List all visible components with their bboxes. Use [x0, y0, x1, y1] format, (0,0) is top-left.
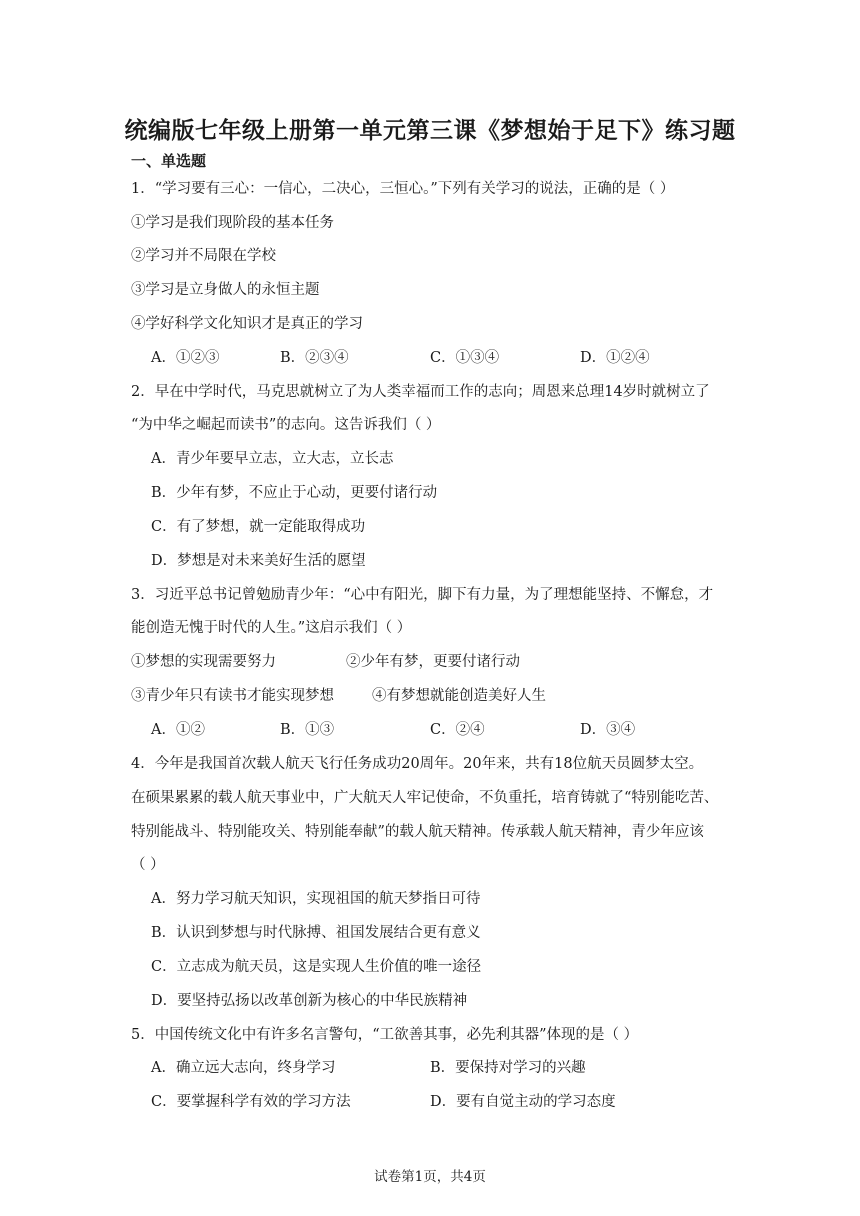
question-3-item: ①梦想的实现需要努力	[131, 654, 276, 670]
question-1-item: ①学习是我们现阶段的基本任务	[131, 215, 334, 231]
page-title: 统编版七年级上册第一单元第三课《梦想始于足下》练习题	[124, 117, 736, 144]
question-1-item: ②学习并不局限在学校	[131, 248, 276, 264]
question-2-stem-cont: “为中华之崛起而读书”的志向。这告诉我们（ ）	[131, 417, 441, 433]
question-3-option-a: A．①②	[151, 722, 205, 738]
question-2-option-d: D．梦想是对未来美好生活的愿望	[151, 553, 366, 569]
question-4-stem: 4．今年是我国首次载人航天飞行任务成功20周年。20年来，共有18位航天员圆梦太空。	[131, 756, 704, 772]
question-5-option-c: C．要掌握科学有效的学习方法	[151, 1094, 351, 1110]
question-1-stem: 1．“学习要有三心：一信心，二决心，三恒心。”下列有关学习的说法，正确的是（ ）	[131, 181, 675, 197]
question-1-option-a: A．①②③	[151, 350, 220, 366]
question-3-option-c: C．②④	[430, 722, 485, 738]
question-2-stem: 2．早在中学时代，马克思就树立了为人类幸福而工作的志向；周恩来总理14岁时就树立了	[131, 384, 710, 400]
section-heading: 一、单选题	[131, 152, 207, 170]
question-5-option-a: A．确立远大志向，终身学习	[151, 1060, 336, 1076]
question-4-stem-cont: 在硕果累累的载人航天事业中，广大航天人牢记使命，不负重托，培育铸就了“特别能吃苦、	[131, 790, 719, 806]
question-3-stem: 3．习近平总书记曾勉励青少年：“心中有阳光，脚下有力量，为了理想能坚持、不懈怠，才	[131, 587, 714, 603]
question-1-item: ③学习是立身做人的永恒主题	[131, 282, 320, 298]
question-3-option-d: D．③④	[580, 722, 636, 738]
question-2-option-c: C．有了梦想，就一定能取得成功	[151, 519, 366, 535]
question-5-option-b: B．要保持对学习的兴趣	[430, 1060, 586, 1076]
question-1-option-b: B．②③④	[280, 350, 349, 366]
question-1-option-d: D．①②④	[580, 350, 650, 366]
question-3-option-b: B．①③	[280, 722, 335, 738]
question-2-option-a: A．青少年要早立志，立大志，立长志	[151, 451, 394, 467]
question-4-option-a: A．努力学习航天知识，实现祖国的航天梦指日可待	[151, 891, 481, 907]
question-3-item: ②少年有梦，更要付诸行动	[346, 654, 520, 670]
question-4-option-d: D．要坚持弘扬以改革创新为核心的中华民族精神	[151, 993, 468, 1009]
question-1-item: ④学好科学文化知识才是真正的学习	[131, 316, 363, 332]
question-1-option-c: C．①③④	[430, 350, 500, 366]
question-4-stem-cont: （ ）	[131, 857, 165, 873]
question-4-stem-cont: 特别能战斗、特别能攻关、特别能奉献”的载人航天精神。传承载人航天精神，青少年应该	[131, 824, 704, 840]
question-2-option-b: B．少年有梦，不应止于心动，更要付诸行动	[151, 485, 438, 501]
question-3-item: ③青少年只有读书才能实现梦想	[131, 688, 334, 704]
question-5-stem: 5．中国传统文化中有许多名言警句，“工欲善其事，必先利其器”体现的是（ ）	[131, 1027, 639, 1043]
question-3-stem-cont: 能创造无愧于时代的人生。”这启示我们（ ）	[131, 620, 412, 636]
question-4-option-c: C．立志成为航天员，这是实现人生价值的唯一途径	[151, 959, 482, 975]
question-3-item: ④有梦想就能创造美好人生	[372, 688, 546, 704]
page-footer: 试卷第1页，共4页	[374, 1169, 486, 1185]
question-5-option-d: D．要有自觉主动的学习态度	[430, 1094, 616, 1110]
question-4-option-b: B．认识到梦想与时代脉搏、祖国发展结合更有意义	[151, 925, 481, 941]
